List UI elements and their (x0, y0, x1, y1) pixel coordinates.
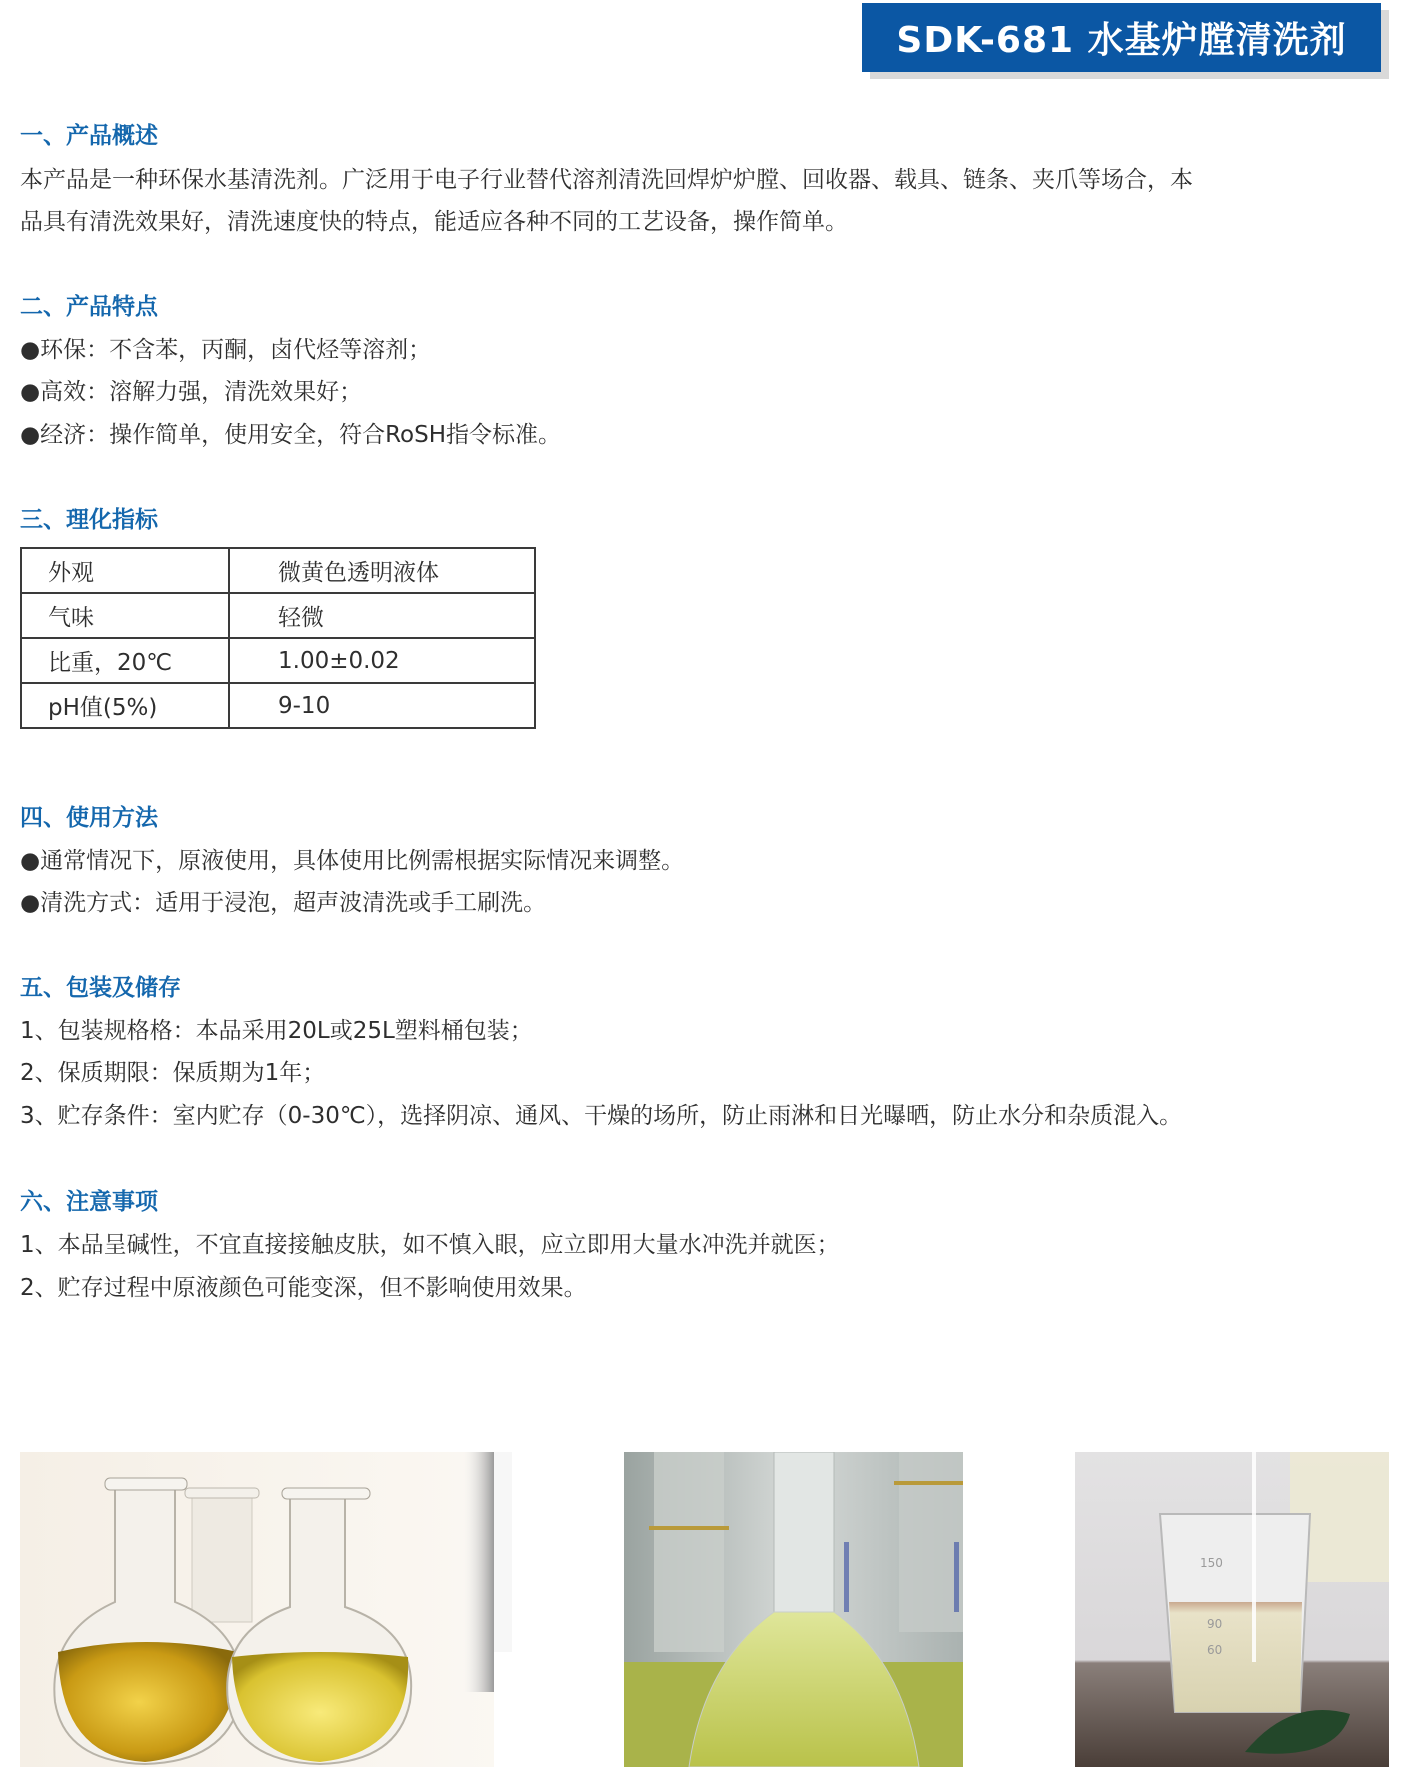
precaution-item: 2、贮存过程中原液颜色可能变深，但不影响使用效果。 (20, 1275, 587, 1301)
usage-item: ●清洗方式：适用于浸泡，超声波清洗或手工刷洗。 (20, 890, 547, 916)
spec-value: 微黄色透明液体 (229, 548, 535, 593)
table-row (21, 683, 535, 728)
spec-value: 9-10 (229, 683, 535, 728)
packaging-item: 3、贮存条件：室内贮存（0-30℃），选择阴凉、通风、干燥的场所，防止雨淋和日光曝晒，防止水分和杂质混入。 (20, 1103, 1183, 1129)
svg-text:150: 150 (1200, 1556, 1223, 1570)
spec-value: 1.00±0.02 (229, 638, 535, 683)
svg-text:60: 60 (1207, 1643, 1223, 1657)
packaging-item: 2、保质期限：保质期为1年； (20, 1060, 326, 1086)
beaker-pouring-liquid-with-leaf-photo (1075, 1452, 1389, 1767)
usage-item: ●通常情况下，原液使用，具体使用比例需根据实际情况来调整。 (20, 848, 685, 874)
feature-item: ●环保：不含苯，丙酮，卤代烃等溶剂； (20, 337, 432, 363)
spec-key: 外观 (21, 548, 229, 593)
section-title-features: 二、产品特点 (20, 294, 158, 320)
spec-key: pH值(5%) (21, 683, 229, 728)
table-row (21, 638, 535, 683)
section-title-usage: 四、使用方法 (20, 805, 158, 831)
feature-item: ●高效：溶解力强，清洗效果好； (20, 379, 363, 405)
section-title-precautions: 六、注意事项 (20, 1189, 158, 1215)
svg-text:90: 90 (1207, 1617, 1223, 1631)
overview-line: 本产品是一种环保水基清洗剂。广泛用于电子行业替代溶剂清洗回焊炉炉膛、回收器、载具、链条、夹爪等场合，本 (20, 167, 1193, 193)
section-title-specs: 三、理化指标 (20, 507, 158, 533)
feature-item: ●经济：操作简单，使用安全，符合RoSH指令标准。 (20, 422, 561, 448)
section-title-packaging: 五、包装及储存 (20, 975, 181, 1001)
round-flasks-yellow-liquid-photo (20, 1452, 512, 1767)
page-title: SDK-681 水基炉膛清洗剂 (896, 20, 1347, 61)
section-title-overview: 一、产品概述 (20, 123, 158, 149)
volumetric-flasks-green-liquid-photo (624, 1452, 963, 1767)
table-row (21, 593, 535, 638)
spec-table (20, 547, 536, 729)
overview-line: 品具有清洗效果好，清洗速度快的特点，能适应各种不同的工艺设备，操作简单。 (20, 209, 848, 235)
spec-key: 气味 (21, 593, 229, 638)
precaution-item: 1、本品呈碱性，不宜直接接触皮肤，如不慎入眼，应立即用大量水冲洗并就医； (20, 1232, 840, 1258)
table-row (21, 548, 535, 593)
title-banner (862, 3, 1381, 72)
packaging-item: 1、包装规格格：本品采用20L或25L塑料桶包装； (20, 1018, 533, 1044)
spec-key: 比重，20℃ (21, 638, 229, 683)
spec-value: 轻微 (229, 593, 535, 638)
